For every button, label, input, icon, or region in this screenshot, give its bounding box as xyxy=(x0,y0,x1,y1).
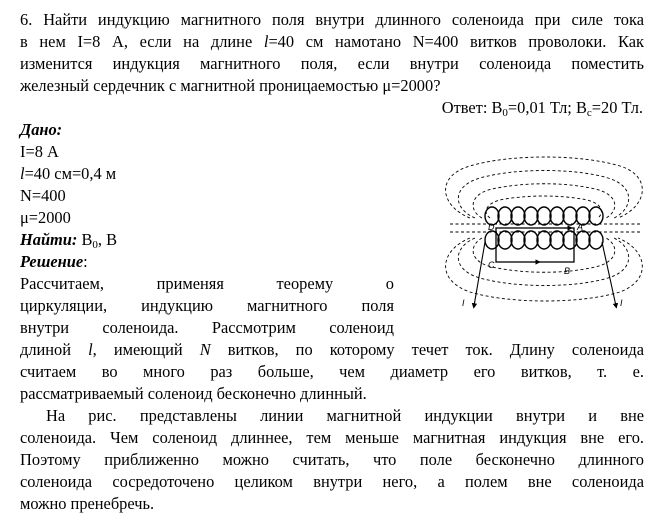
solution-line-1: Рассчитаем, применяя теорему о xyxy=(20,274,394,293)
label-i-right: I xyxy=(620,298,623,308)
label-b: B xyxy=(564,266,571,276)
problem-line-3: изменится индукция магнитного поля, если внутри соленоида поместить xyxy=(20,54,644,73)
solution-line-6: рассматриваемый соленоид бесконечно длинный. xyxy=(20,384,367,403)
given-permeability: μ=2000 xyxy=(20,208,71,227)
given-heading: Дано: xyxy=(20,120,63,139)
solution-line-5: считаем во много раз больше, чем диаметр его витков, т. е. xyxy=(20,362,644,381)
solution-line-3: внутри соленоида. Рассмотрим соленоид xyxy=(20,318,394,337)
paragraph2-line-3: Поэтому приближенно можно считать, что поле бесконечно длинного xyxy=(20,450,644,469)
label-a: A xyxy=(577,222,584,232)
given-turns: N=400 xyxy=(20,186,66,205)
problem-statement xyxy=(20,9,644,97)
solution-line-4: длиной l, имеющий N витков, по которому течет ток. Длину соленоида xyxy=(20,340,644,359)
solution-heading: Решение: xyxy=(20,252,88,271)
field-lines xyxy=(446,157,643,301)
answer: Ответ: $B_0=0,01$ Тл; $B_с=20$ Тл. xyxy=(441,98,643,119)
given-block xyxy=(20,119,420,273)
paragraph2-line-1: На рис. представлены линии магнитной индукции внутри и вне xyxy=(46,406,644,425)
find-line: Найти: $B_0$, B xyxy=(20,230,118,251)
problem-line-2: в нем I=8 А, если на длине l=40 см намотано N=400 витков проволоки. Как xyxy=(20,32,644,51)
problem-line-1: 6. Найти индукцию магнитного поля внутри длинного соленоида при силе тока xyxy=(20,10,644,29)
paragraph2-line-4: соленоида сосредоточено целиком внутри него, а полем вне соленоида xyxy=(20,472,644,491)
solenoid-figure xyxy=(430,146,654,312)
current-leads xyxy=(474,242,616,306)
label-d: D xyxy=(488,222,495,232)
label-c: C xyxy=(488,260,495,270)
given-current: I=8 А xyxy=(20,142,59,161)
solution-line-2: циркуляции, индукцию магнитного поля xyxy=(20,296,394,315)
solution-wide xyxy=(20,339,644,515)
solution-narrow xyxy=(20,273,394,339)
given-length: l=40 см=0,4 м xyxy=(20,164,117,183)
paragraph2-line-5: можно пренебречь. xyxy=(20,494,155,513)
paragraph2-line-2: соленоида. Чем соленоид длиннее, тем меньше магнитная индукция вне его. xyxy=(20,428,644,447)
label-i-left: I xyxy=(462,298,465,308)
problem-line-4: железный сердечник с магнитной проницаемостью μ=2000? xyxy=(20,76,441,95)
